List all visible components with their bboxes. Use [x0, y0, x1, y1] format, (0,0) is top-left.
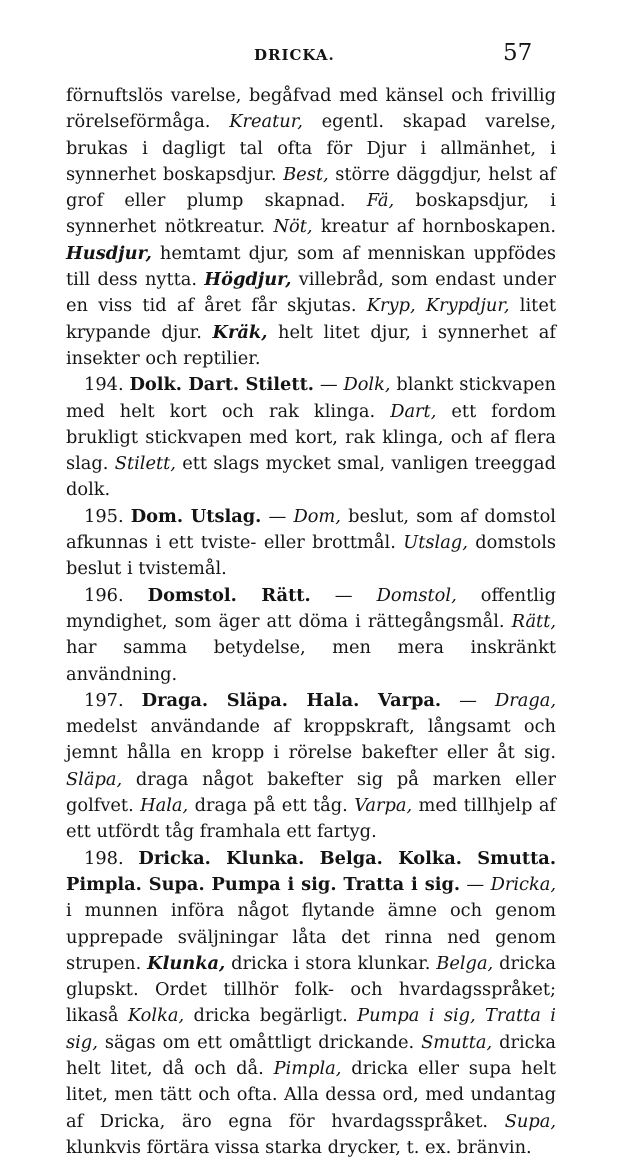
entry-dash: —: [441, 689, 496, 711]
entry-term: Dricka,: [490, 873, 556, 895]
entry-text: offentlig myndighet, som äger att döma i rättegångsmål.: [66, 584, 557, 632]
entry-text: domstols beslut i tvistemål.: [66, 532, 557, 580]
intro-text: hemtamt djur, som af menniskan uppfödes till dess nytta.: [66, 242, 556, 291]
entry-number: 198.: [84, 847, 124, 869]
term-krak: Kräk,: [212, 321, 268, 343]
entry-195: [66, 504, 556, 583]
entry-term: Draga,: [495, 689, 557, 711]
entry-term: Pimpla,: [273, 1057, 342, 1079]
entry-term: Dart,: [390, 400, 437, 422]
term-fa: Fä,: [366, 190, 395, 212]
entry-term: Utslag,: [403, 532, 468, 554]
entry-term: Supa,: [504, 1110, 556, 1132]
intro-text: egentl. skapad varelse, brukas i dagligt tal ofta för Djur i allmänhet, i synnerhet boskapsdjur.: [66, 111, 556, 185]
intro-text: större däggdjur, helst af grof eller plump skapnad.: [66, 163, 557, 212]
entry-text: i munnen införa något flytande ämne och genom upprepade sväljningar låta det rinna ned genom strupen.: [66, 900, 556, 974]
entry-term: Dom,: [293, 505, 341, 527]
entry-text: med tillhjelp af ett utfördt tåg framhala ett fartyg.: [66, 795, 557, 843]
entry-198: [66, 846, 556, 1161]
entry-headwords: Domstol. Rätt.: [147, 584, 311, 606]
entry-197: [66, 688, 556, 846]
intro-text: kreatur af hornboskapen.: [312, 216, 556, 238]
entry-text: blankt stickvapen med helt kort och rak klinga.: [66, 374, 556, 422]
entry-dash: —: [460, 873, 491, 895]
entry-text: klunkvis förtära vissa starka drycker, t. ex. bränvin.: [66, 1136, 532, 1158]
entry-headwords: Dom. Utslag.: [130, 505, 262, 527]
entry-number: 197.: [84, 689, 124, 711]
intro-text: litet krypande djur.: [66, 295, 556, 343]
entry-text: har samma betydelse, men mera inskränkt användning.: [66, 637, 556, 685]
entry-text: beslut, som af domstol afkunnas i ett tviste- eller brottmål.: [66, 505, 556, 554]
entry-number: 195.: [84, 505, 124, 527]
term-kryp: Kryp, Krypdjur,: [366, 295, 510, 317]
intro-text: villebråd, som endast under en viss tid af året får skjutas.: [66, 269, 556, 317]
entry-196: [66, 583, 556, 688]
entry-term: Rätt,: [511, 610, 556, 632]
entry-term: Pumpa i sig, Tratta i sig,: [66, 1005, 556, 1053]
entry-term: Smutta,: [421, 1031, 493, 1053]
intro-text: förnuftslös varelse, begåfvad med känsel och frivillig rörelseförmåga.: [66, 85, 556, 133]
entry-term: Domstol,: [376, 584, 457, 606]
term-hogdjur: Högdjur,: [204, 269, 292, 291]
entry-text: ett fordom brukligt stickvapen med kort, rak klinga, och af flera slag.: [66, 400, 556, 475]
entry-dash: —: [310, 584, 377, 606]
entry-text: dricka glupskt. Ordet tillhör folk- och hvardagsspråket; likaså: [66, 952, 556, 1027]
entry-term: Varpa,: [354, 795, 413, 817]
entry-term: Hala,: [140, 795, 189, 817]
entry-term: Belga,: [436, 952, 494, 974]
entry-term: Dolk,: [343, 374, 391, 396]
running-head: DRICKA.: [254, 46, 335, 64]
term-kreatur: Kreatur,: [229, 111, 303, 133]
entry-headwords: Draga. Släpa. Hala. Varpa.: [141, 689, 442, 711]
entry-headwords: Dricka. Klunka. Belga. Kolka. Smutta. Pimpla. Supa. Pumpa i sig. Tratta i sig.: [66, 847, 557, 895]
entry-term: Släpa,: [66, 768, 123, 790]
entry-text: ett slags mycket smal, vanligen treeggad dolk.: [66, 453, 556, 501]
body-text: [66, 83, 556, 1161]
entry-text: medelst användande af kroppskraft, långsamt och jemnt hålla en kropp i rörelse bakefter eller åt sig.: [66, 716, 556, 764]
term-not: Nöt,: [273, 216, 313, 238]
entry-term: Klunka,: [147, 952, 226, 974]
intro-text: helt litet djur, i synnerhet af insekter och reptilier.: [66, 321, 556, 369]
entry-text: sägas om ett omåttligt drickande.: [97, 1031, 422, 1053]
term-best: Best,: [283, 163, 329, 185]
entry-term: Kolka,: [127, 1005, 185, 1027]
entry-text: dricka helt litet, då och då.: [66, 1031, 556, 1079]
entry-dash: —: [261, 505, 294, 527]
entry-text: dricka eller supa helt litet, men tätt och ofta. Alla dessa ord, med undantag af Dricka, äro egna för hvardagsspråket.: [66, 1057, 556, 1132]
entry-text: dricka i stora klunkar.: [225, 952, 437, 974]
intro-text: boskapsdjur, i synnerhet nötkreatur.: [66, 190, 556, 238]
entry-text: dricka begärligt.: [184, 1005, 358, 1027]
intro-paragraph: [66, 83, 556, 372]
term-husdjur: Husdjur,: [66, 242, 152, 264]
entry-term: Stilett,: [114, 453, 176, 475]
entry-headwords: Dolk. Dart. Stilett.: [129, 374, 314, 396]
page-number: 57: [503, 40, 533, 66]
entry-text: draga något bakefter sig på marken eller golfvet.: [66, 768, 556, 817]
entry-number: 194.: [84, 374, 124, 396]
entry-194: [66, 372, 556, 503]
entry-dash: —: [313, 374, 344, 396]
entry-number: 196.: [84, 584, 124, 606]
entry-text: draga på ett tåg.: [188, 795, 355, 817]
